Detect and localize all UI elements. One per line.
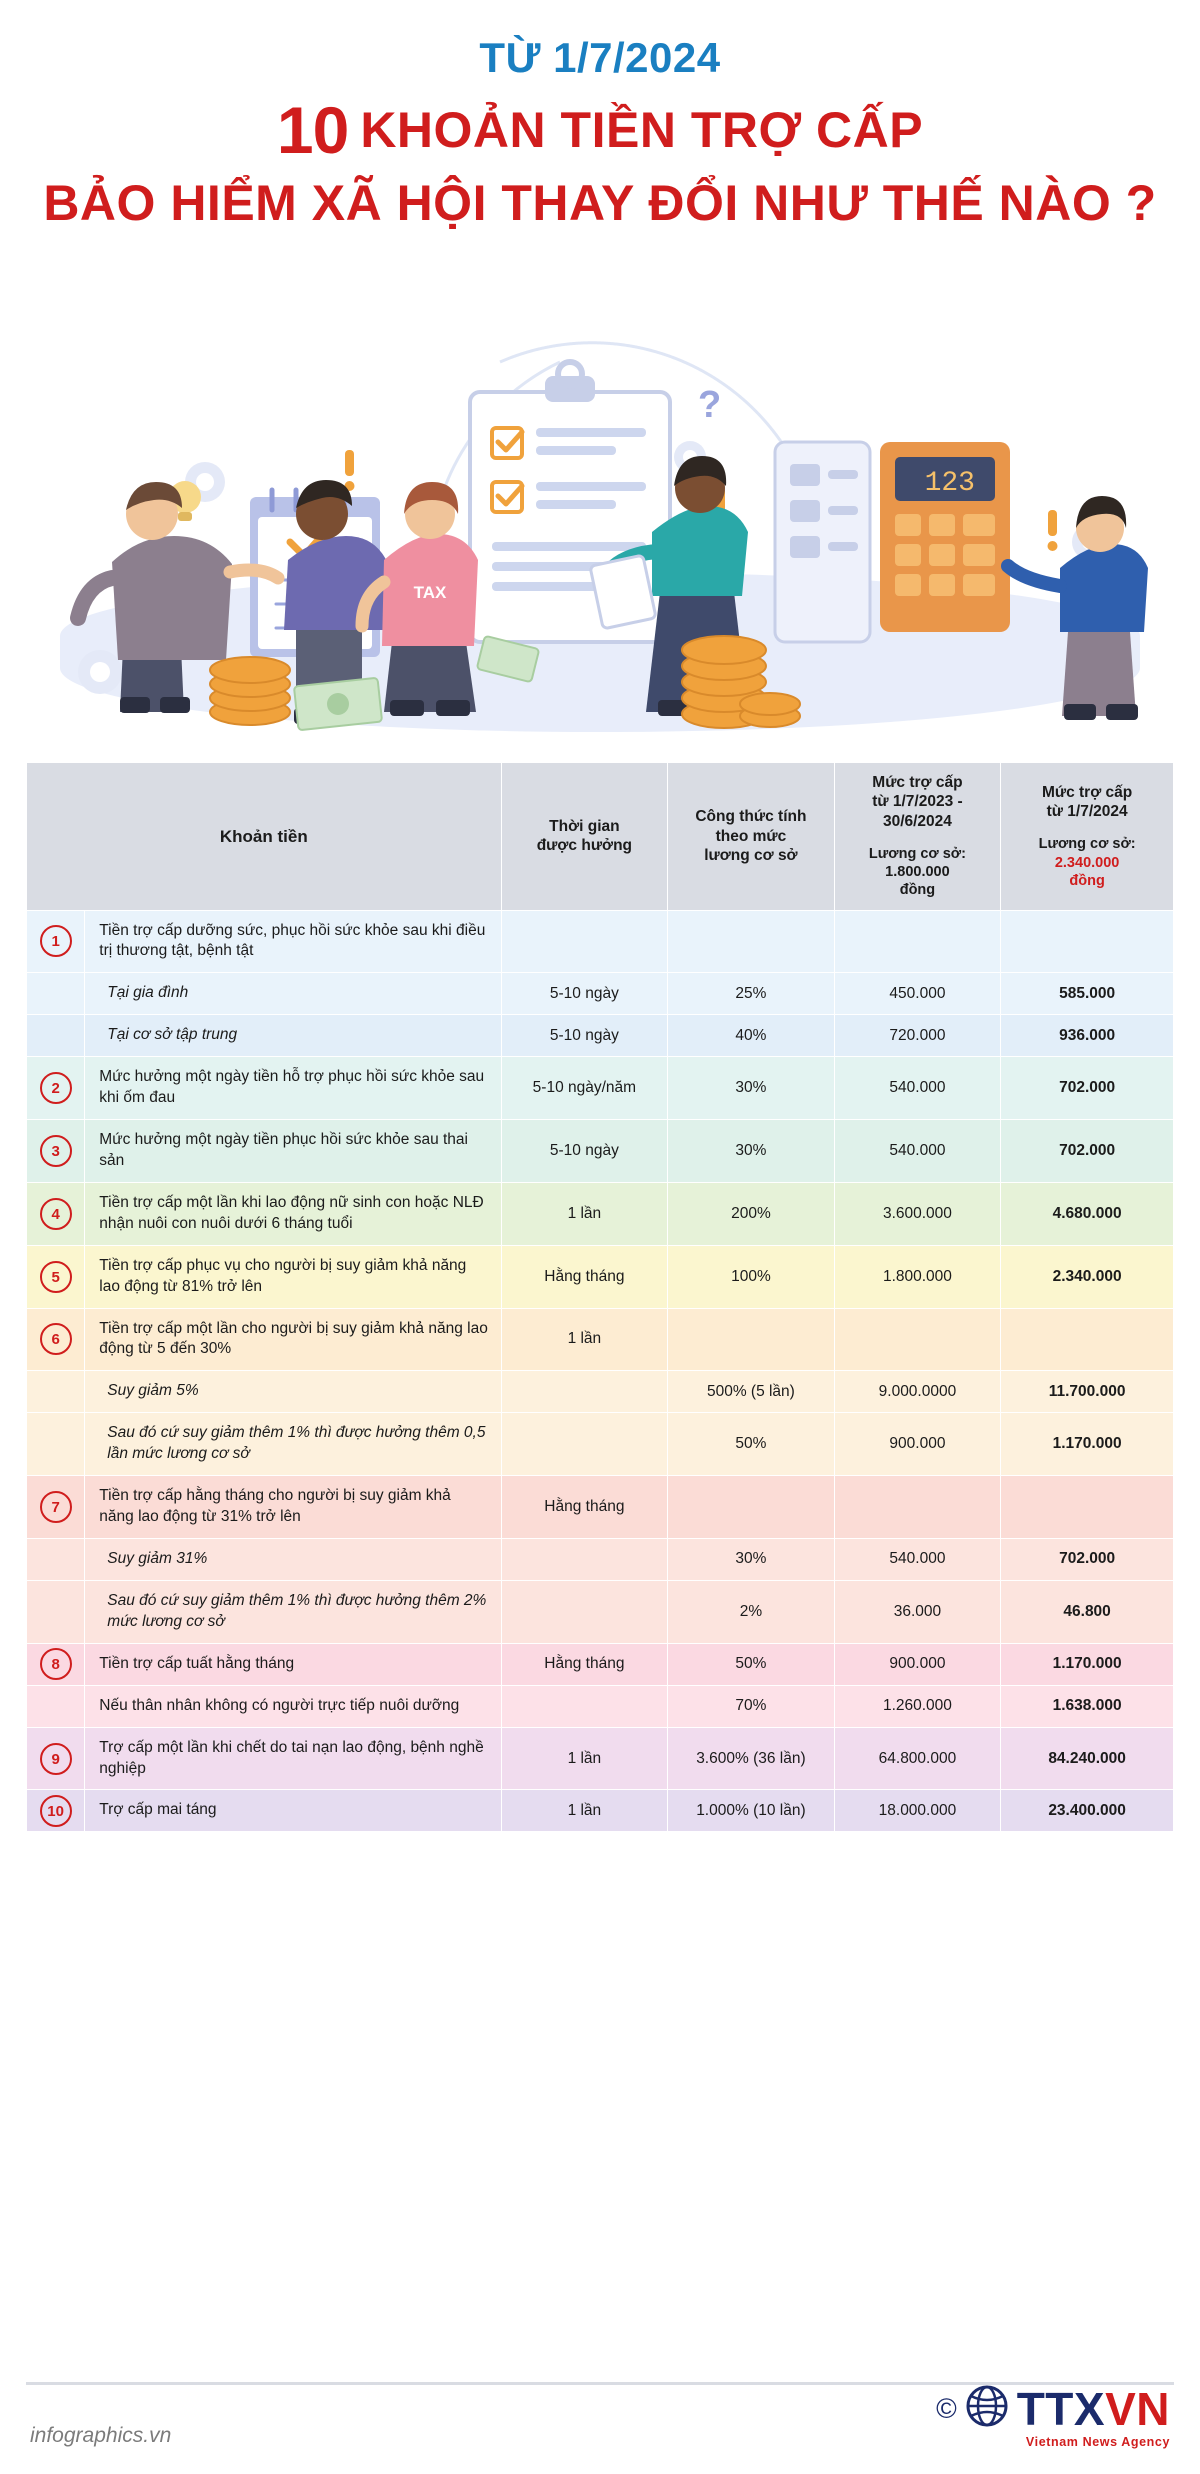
svg-text:TAX: TAX [413, 583, 447, 602]
old-base-line3: đồng [899, 882, 936, 899]
row-number-cell [27, 1182, 85, 1245]
row-new-amount: 1.638.000 [1001, 1685, 1174, 1727]
row-duration: Hằng tháng [501, 1643, 668, 1685]
new-base-line2: 2.340.000 [1054, 854, 1120, 871]
row-formula: 50% [668, 1413, 835, 1476]
row-old-amount: 1.260.000 [834, 1685, 1001, 1727]
column-header-old-base [843, 845, 993, 899]
table-row [27, 1015, 1174, 1057]
row-old-amount: 3.600.000 [834, 1182, 1001, 1245]
row-number-cell [27, 1476, 85, 1539]
column-header-time [501, 763, 668, 911]
row-formula [668, 1476, 835, 1539]
row-old-amount [834, 1308, 1001, 1371]
row-duration: 1 lần [501, 1308, 668, 1371]
table-row [27, 973, 1174, 1015]
header-title-part1: KHOẢN TIỀN TRỢ CẤP [360, 102, 924, 158]
row-label: Sau đó cứ suy giảm thêm 1% thì được hưởng thêm 0,5 lần mức lương cơ sở [85, 1413, 501, 1476]
row-new-amount: 2.340.000 [1001, 1245, 1174, 1308]
row-number-badge: 7 [40, 1491, 72, 1523]
row-formula: 1.000% (10 lần) [668, 1790, 835, 1832]
row-number-cell [27, 1308, 85, 1371]
old-base-line2: 1.800.000 [885, 864, 950, 881]
row-new-amount [1001, 910, 1174, 973]
benefits-table [26, 762, 1174, 1832]
row-label: Tiền trợ cấp hằng tháng cho người bị suy giảm khả năng lao động từ 31% trở lên [85, 1476, 501, 1539]
new-base-line1: Lương cơ sở: [1038, 836, 1136, 853]
column-header-new-line2: từ 1/7/2024 [1046, 803, 1128, 821]
table-row [27, 1120, 1174, 1183]
row-number-cell [27, 1539, 85, 1581]
column-header-formula-line3: lương cơ sở [704, 846, 798, 864]
row-number-cell [27, 1643, 85, 1685]
row-formula: 500% (5 lần) [668, 1371, 835, 1413]
row-label: Tiền trợ cấp phục vụ cho người bị suy giảm khả năng lao động từ 81% trở lên [85, 1245, 501, 1308]
row-number-badge: 10 [40, 1795, 72, 1827]
svg-text:?: ? [698, 384, 722, 426]
table-row [27, 1727, 1174, 1790]
row-label: Tiền trợ cấp tuất hằng tháng [85, 1643, 501, 1685]
row-old-amount: 450.000 [834, 973, 1001, 1015]
row-duration [501, 910, 668, 973]
row-old-amount: 720.000 [834, 1015, 1001, 1057]
row-formula: 70% [668, 1685, 835, 1727]
column-header-new-base [1009, 835, 1165, 889]
globe-icon [965, 2384, 1009, 2433]
benefits-table-wrapper [0, 762, 1200, 1832]
column-header-formula-line1: Công thức tính [695, 808, 807, 826]
row-old-amount: 900.000 [834, 1413, 1001, 1476]
row-number-cell [27, 1371, 85, 1413]
row-formula: 40% [668, 1015, 835, 1057]
table-row [27, 1539, 1174, 1581]
row-old-amount: 540.000 [834, 1120, 1001, 1183]
row-number-cell [27, 910, 85, 973]
footer [0, 2378, 1200, 2474]
row-number-cell [27, 1580, 85, 1643]
row-label: Tiền trợ cấp một lần cho người bị suy giảm khả năng lao động từ 5 đến 30% [85, 1308, 501, 1371]
column-header-time-line1: Thời gian [549, 817, 620, 835]
row-duration [501, 1539, 668, 1581]
row-label: Tiền trợ cấp dưỡng sức, phục hồi sức khỏe sau khi điều trị thương tật, bệnh tật [85, 910, 501, 973]
row-number-badge: 5 [40, 1261, 72, 1293]
table-body [27, 910, 1174, 1832]
row-label: Trợ cấp một lần khi chết do tai nạn lao động, bệnh nghề nghiệp [85, 1727, 501, 1790]
table-row [27, 1245, 1174, 1308]
row-old-amount: 18.000.000 [834, 1790, 1001, 1832]
table-row [27, 1643, 1174, 1685]
column-header-formula-line2: theo mức [715, 827, 787, 845]
header-title-line1 [0, 92, 1200, 168]
row-old-amount: 9.000.0000 [834, 1371, 1001, 1413]
row-formula: 50% [668, 1643, 835, 1685]
row-number-badge: 3 [40, 1135, 72, 1167]
row-number-cell [27, 1413, 85, 1476]
row-label: Tại gia đình [85, 973, 501, 1015]
row-duration: Hằng tháng [501, 1245, 668, 1308]
row-formula: 2% [668, 1580, 835, 1643]
row-new-amount: 1.170.000 [1001, 1413, 1174, 1476]
table-row [27, 1580, 1174, 1643]
row-label: Tiền trợ cấp một lần khi lao động nữ sinh con hoặc NLĐ nhận nuôi con nuôi dưới 6 tháng tuổi [85, 1182, 501, 1245]
row-new-amount: 702.000 [1001, 1057, 1174, 1120]
row-duration: 5-10 ngày [501, 1015, 668, 1057]
row-old-amount [834, 1476, 1001, 1539]
header-number: 10 [276, 93, 349, 167]
row-duration: 5-10 ngày/năm [501, 1057, 668, 1120]
table-row [27, 1790, 1174, 1832]
row-new-amount: 1.170.000 [1001, 1643, 1174, 1685]
row-new-amount: 585.000 [1001, 973, 1174, 1015]
illustration [0, 242, 1200, 762]
row-formula: 30% [668, 1057, 835, 1120]
row-new-amount: 702.000 [1001, 1120, 1174, 1183]
row-new-amount [1001, 1476, 1174, 1539]
row-new-amount: 4.680.000 [1001, 1182, 1174, 1245]
row-old-amount: 540.000 [834, 1057, 1001, 1120]
table-row [27, 1476, 1174, 1539]
row-duration [501, 1413, 668, 1476]
row-duration: 5-10 ngày [501, 973, 668, 1015]
row-duration [501, 1371, 668, 1413]
row-old-amount: 540.000 [834, 1539, 1001, 1581]
row-formula [668, 910, 835, 973]
row-new-amount: 23.400.000 [1001, 1790, 1174, 1832]
row-formula: 200% [668, 1182, 835, 1245]
row-duration: 1 lần [501, 1182, 668, 1245]
table-row [27, 1308, 1174, 1371]
row-label: Mức hưởng một ngày tiền hỗ trợ phục hồi sức khỏe sau khi ốm đau [85, 1057, 501, 1120]
table-row [27, 910, 1174, 973]
column-header-name: Khoản tiền [27, 763, 502, 911]
row-number-cell [27, 1120, 85, 1183]
header [0, 0, 1200, 232]
table-row [27, 1685, 1174, 1727]
row-old-amount: 64.800.000 [834, 1727, 1001, 1790]
row-number-badge: 4 [40, 1198, 72, 1230]
row-label: Sau đó cứ suy giảm thêm 1% thì được hưởng thêm 2% mức lương cơ sở [85, 1580, 501, 1643]
row-formula: 30% [668, 1120, 835, 1183]
row-formula: 3.600% (36 lần) [668, 1727, 835, 1790]
row-label: Suy giảm 5% [85, 1371, 501, 1413]
row-duration [501, 1685, 668, 1727]
row-number-cell [27, 1015, 85, 1057]
header-title-part2: BẢO HIỂM XÃ HỘI THAY ĐỔI NHƯ THẾ NÀO ? [43, 175, 1157, 231]
row-formula: 30% [668, 1539, 835, 1581]
old-base-line1: Lương cơ sở: [868, 846, 966, 863]
row-new-amount: 84.240.000 [1001, 1727, 1174, 1790]
row-label: Trợ cấp mai táng [85, 1790, 501, 1832]
ttxvn-logo-text [1016, 2382, 1170, 2435]
logo-tt: TT [1016, 2382, 1074, 2435]
source-label: infographics.vn [30, 2424, 172, 2447]
row-label: Nếu thân nhân không có người trực tiếp nuôi dưỡng [85, 1685, 501, 1727]
copyright-icon: © [936, 2392, 957, 2424]
row-label: Tại cơ sở tập trung [85, 1015, 501, 1057]
row-new-amount: 11.700.000 [1001, 1371, 1174, 1413]
row-old-amount [834, 910, 1001, 973]
logo-vn: VN [1105, 2382, 1170, 2435]
row-duration [501, 1580, 668, 1643]
row-label: Mức hưởng một ngày tiền phục hồi sức khỏe sau thai sản [85, 1120, 501, 1183]
column-header-old-rate [834, 763, 1001, 911]
row-old-amount: 900.000 [834, 1643, 1001, 1685]
column-header-new-rate [1001, 763, 1174, 911]
logo-x: X [1073, 2382, 1106, 2435]
column-header-new-line1: Mức trợ cấp [1041, 783, 1133, 801]
row-number-badge: 1 [40, 925, 72, 957]
table-row [27, 1413, 1174, 1476]
row-number-badge: 2 [40, 1072, 72, 1104]
row-duration: 1 lần [501, 1790, 668, 1832]
row-formula: 25% [668, 973, 835, 1015]
logo-block [936, 2384, 1170, 2449]
column-header-old-line2: từ 1/7/2023 - [872, 793, 963, 811]
header-date: TỪ 1/7/2024 [479, 34, 721, 81]
row-formula: 100% [668, 1245, 835, 1308]
row-duration: Hằng tháng [501, 1476, 668, 1539]
agency-name: Vietnam News Agency [1025, 2435, 1170, 2449]
row-number-cell [27, 1057, 85, 1120]
column-header-formula [668, 763, 835, 911]
table-head [27, 763, 1174, 911]
row-number-badge: 6 [40, 1323, 72, 1355]
row-label: Suy giảm 31% [85, 1539, 501, 1581]
column-header-old-line3: 30/6/2024 [882, 812, 952, 830]
row-new-amount: 702.000 [1001, 1539, 1174, 1581]
row-number-cell [27, 1790, 85, 1832]
illustration-graphic [0, 242, 1200, 762]
table-row [27, 1371, 1174, 1413]
row-number-badge: 9 [40, 1743, 72, 1775]
row-duration: 1 lần [501, 1727, 668, 1790]
row-number-cell [27, 1727, 85, 1790]
new-base-line3: đồng [1069, 872, 1105, 889]
table-row [27, 1182, 1174, 1245]
table-row [27, 1057, 1174, 1120]
row-old-amount: 1.800.000 [834, 1245, 1001, 1308]
column-header-old-line1: Mức trợ cấp [872, 774, 963, 791]
row-number-badge: 8 [40, 1648, 72, 1680]
row-new-amount [1001, 1308, 1174, 1371]
row-duration: 5-10 ngày [501, 1120, 668, 1183]
row-number-cell [27, 1685, 85, 1727]
row-number-cell [27, 973, 85, 1015]
svg-text:123: 123 [924, 468, 975, 499]
row-formula [668, 1308, 835, 1371]
column-header-time-line2: được hưởng [536, 837, 633, 855]
row-number-cell [27, 1245, 85, 1308]
row-new-amount: 46.800 [1001, 1580, 1174, 1643]
row-old-amount: 36.000 [834, 1580, 1001, 1643]
row-new-amount: 936.000 [1001, 1015, 1174, 1057]
